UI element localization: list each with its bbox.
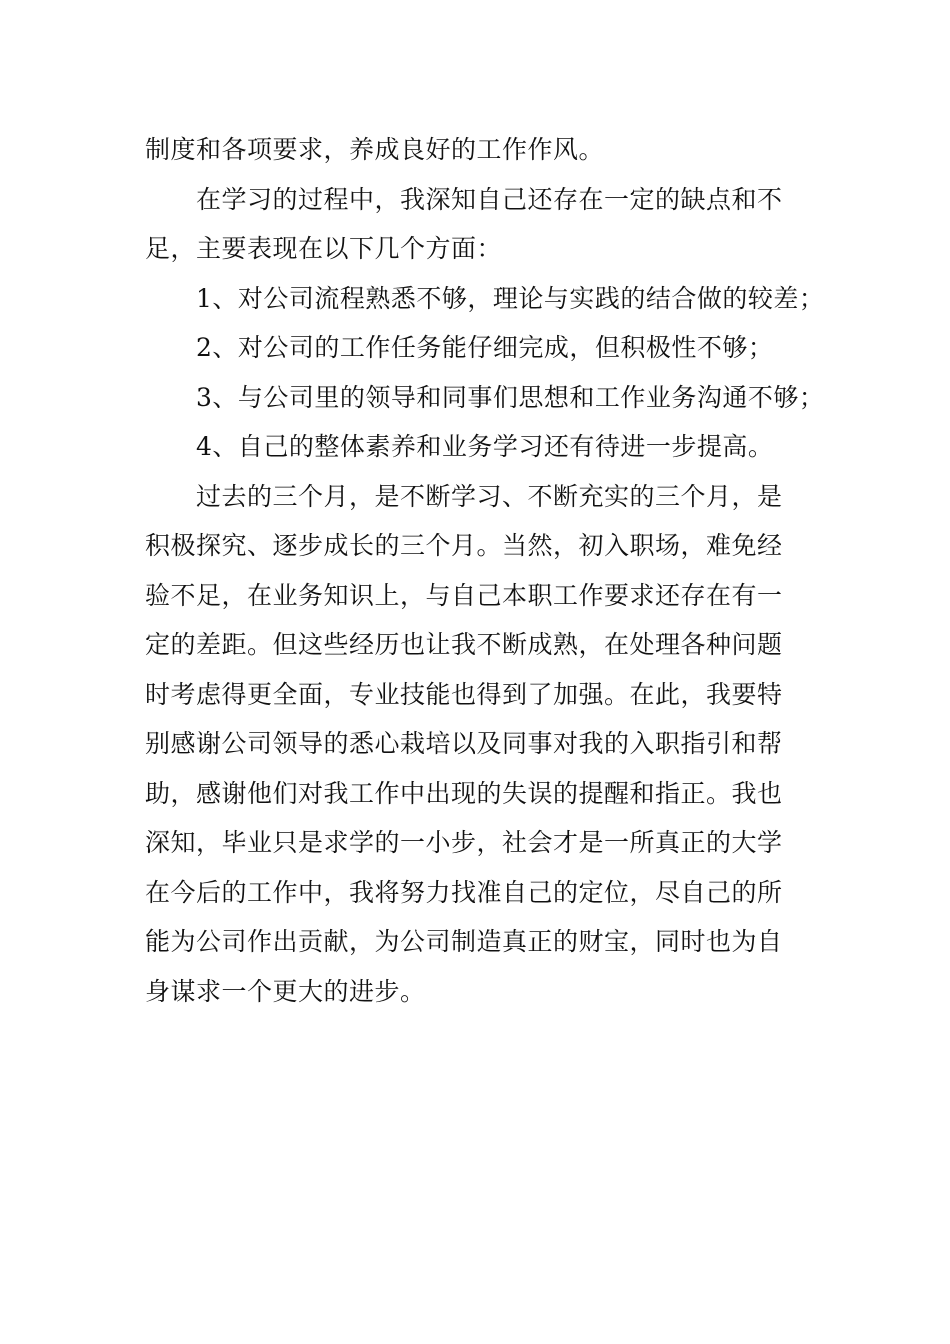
text-line: 制度和各项要求，养成良好的工作作风。 bbox=[145, 135, 605, 164]
text-line: 积极探究、逐步成长的三个月。当然，初入职场，难免经 bbox=[145, 531, 783, 560]
text-line: 时考虑得更全面，专业技能也得到了加强。在此，我要特 bbox=[145, 679, 783, 709]
text-line: 身谋求一个更大的进步。 bbox=[145, 976, 426, 1006]
text-line: 能为公司作出贡献，为公司制造真正的财宝，同时也为自 bbox=[145, 927, 783, 956]
text-line: 过去的三个月，是不断学习、不断充实的三个月，是 bbox=[196, 481, 783, 511]
text-line: 深知，毕业只是求学的一小步，社会才是一所真正的大学 bbox=[145, 828, 783, 857]
text-line: 助，感谢他们对我工作中出现的失误的提醒和指正。我也 bbox=[145, 778, 783, 808]
text-line: 在学习的过程中，我深知自己还存在一定的缺点和不 bbox=[196, 184, 783, 214]
text-line: 别感谢公司领导的悉心栽培以及同事对我的入职指引和帮 bbox=[145, 729, 783, 758]
text-line: 1、对公司流程熟悉不够，理论与实践的结合做的较差； bbox=[196, 283, 825, 313]
text-line: 足，主要表现在以下几个方面： bbox=[145, 234, 503, 263]
text-line: 在今后的工作中，我将努力找准自己的定位，尽自己的所 bbox=[145, 877, 783, 907]
text-line: 定的差距。但这些经历也让我不断成熟，在处理各种问题 bbox=[145, 630, 783, 659]
document-body bbox=[145, 125, 825, 1016]
text-line: 验不足，在业务知识上，与自己本职工作要求还存在有一 bbox=[145, 580, 783, 610]
text-line: 3、与公司里的领导和同事们思想和工作业务沟通不够； bbox=[196, 382, 825, 412]
text-line: 4、自己的整体素养和业务学习还有待进一步提高。 bbox=[196, 432, 774, 461]
text-line: 2、对公司的工作任务能仔细完成，但积极性不够； bbox=[196, 333, 774, 362]
